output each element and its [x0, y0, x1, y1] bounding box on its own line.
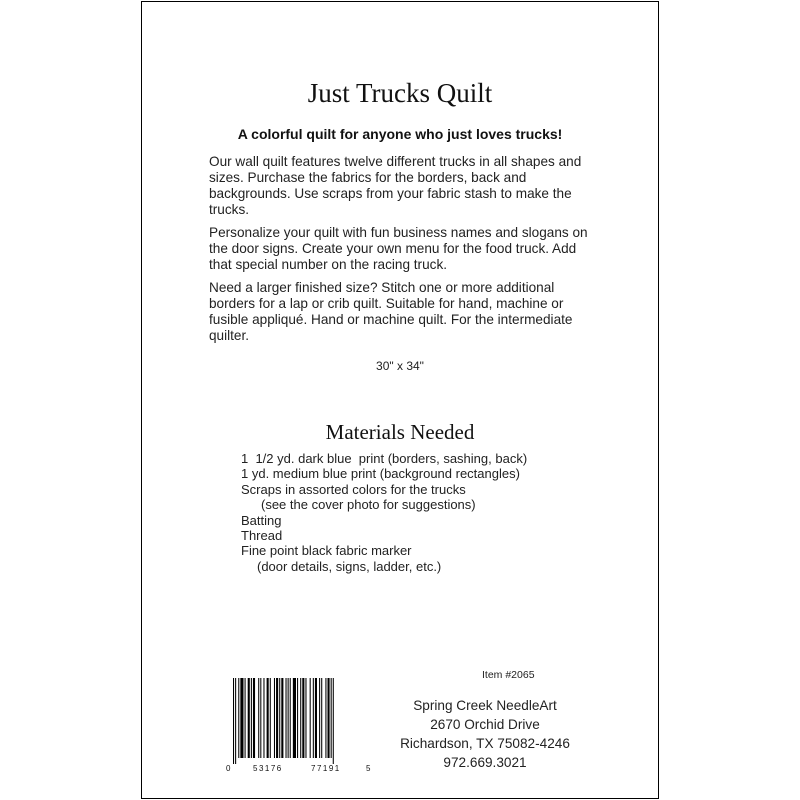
- barcode-bar: [258, 678, 259, 758]
- publisher-name: Spring Creek NeedleArt: [413, 698, 557, 713]
- barcode-bar: [238, 678, 239, 758]
- barcode-bar: [281, 678, 283, 758]
- barcode-bar: [293, 678, 296, 758]
- barcode-bar: [235, 678, 236, 764]
- barcode-bar: [310, 678, 311, 758]
- barcode-bar: [260, 678, 261, 758]
- barcode-bar: [263, 678, 264, 758]
- barcode-bar: [240, 678, 243, 758]
- materials-item: Scraps in assorted colors for the trucks: [241, 481, 466, 497]
- pattern-back-cover: [141, 1, 659, 799]
- description-paragraph-1: Our wall quilt features twelve different trucks in all shapes and sizes. Purchase the fabrics for the borders, back and backgrounds. Use scraps from your fabric stash to make the trucks.: [209, 154, 582, 217]
- barcode-bar: [302, 678, 304, 758]
- description-paragraph-3: Need a larger finished size? Stitch one or more additional borders for a lap or crib quilt. Suitable for hand, machine or fusible appliqué. Hand or machine quilt. For the intermediate quilter.: [209, 280, 573, 343]
- tagline: A colorful quilt for anyone who just loves trucks!: [237, 126, 563, 142]
- publisher-street: 2670 Orchid Drive: [430, 717, 540, 732]
- barcode-bar: [276, 678, 278, 758]
- materials-heading: Materials Needed: [325, 420, 475, 444]
- barcode-bar: [248, 678, 250, 758]
- barcode-bar: [305, 678, 306, 758]
- barcode-digit-group-2: 77191: [311, 764, 341, 773]
- barcode-bar: [279, 678, 280, 758]
- page-title: Just Trucks Quilt: [307, 78, 493, 108]
- materials-list: [241, 451, 601, 574]
- materials-item: 1 yd. medium blue print (background rectangles): [241, 466, 520, 482]
- barcode-bar: [288, 678, 289, 758]
- barcode-bar: [333, 678, 334, 764]
- barcode-bar: [313, 678, 314, 758]
- barcode-digit-right: 5: [366, 764, 371, 773]
- publisher-phone: 972.669.3021: [443, 755, 527, 770]
- finished-size: 30" x 34": [376, 359, 424, 373]
- barcode-bar: [325, 678, 326, 758]
- barcode-bar: [270, 678, 271, 758]
- publisher-contact: [390, 696, 580, 772]
- description-paragraph-2: Personalize your quilt with fun business names and slogans on the door signs. Create your own menu for the food truck. Add that special number on the racing truck.: [209, 225, 588, 272]
- item-number: Item #2065: [482, 669, 535, 681]
- barcode-bar: [274, 678, 275, 758]
- barcode-icon: [223, 676, 375, 776]
- barcode-bar: [286, 678, 287, 758]
- barcode-bar: [245, 678, 246, 758]
- barcode-bar: [253, 678, 255, 758]
- materials-item: 1 1/2 yd. dark blue print (borders, sashing, back): [241, 451, 528, 466]
- barcode-bar: [328, 678, 330, 758]
- barcode-bar: [233, 678, 234, 764]
- publisher-city: Richardson, TX 75082-4246: [400, 736, 570, 751]
- materials-item: Batting: [241, 512, 282, 528]
- barcode-bar: [290, 678, 291, 758]
- barcode-bar: [267, 678, 269, 758]
- barcode-bar: [251, 678, 252, 758]
- barcode-bar: [300, 678, 301, 758]
- barcode-bar: [315, 678, 317, 758]
- materials-item: (door details, signs, ladder, etc.): [257, 558, 442, 574]
- materials-item: Fine point black fabric marker: [241, 543, 412, 559]
- barcode-bar: [321, 678, 322, 758]
- barcode-bar: [297, 678, 298, 758]
- barcode-bar: [331, 678, 332, 758]
- materials-item: Thread: [241, 528, 283, 544]
- barcode-bar: [319, 678, 320, 758]
- materials-item: (see the cover photo for suggestions): [261, 497, 476, 513]
- barcode-digit-group-1: 53176: [253, 764, 283, 773]
- barcode-digit-left: 0: [226, 764, 231, 773]
